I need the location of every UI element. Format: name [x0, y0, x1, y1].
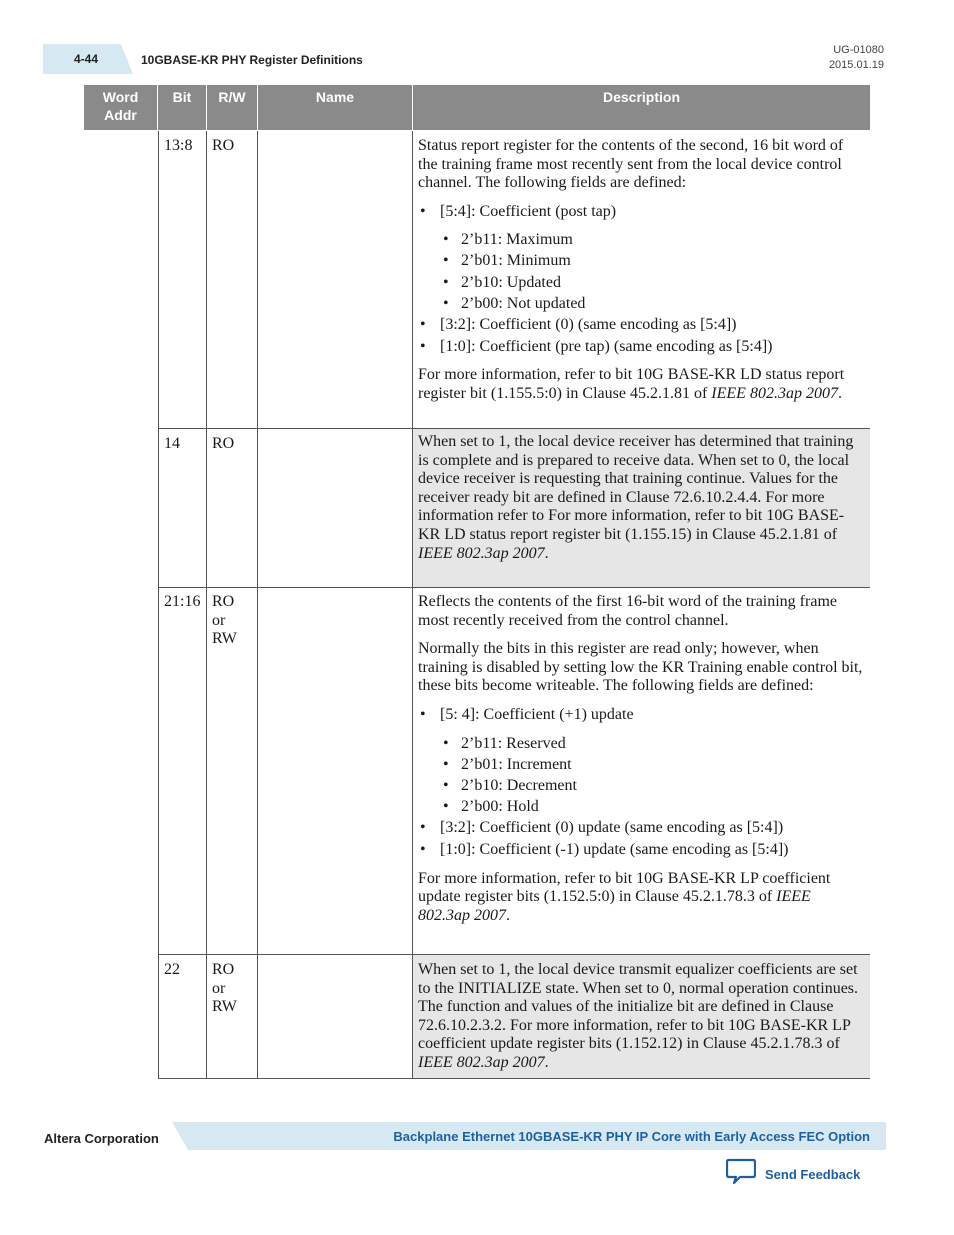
more-info-text: For more information, refer to bit 10G BASE-KR LP coefficient update register bits (1.152.5:0) in Clause 45.2.1.78.3 of [418, 869, 831, 906]
send-feedback-link[interactable] [726, 1158, 860, 1191]
rw-value: RO or RW [212, 593, 237, 648]
description-body: When set to 1, the local device transmit equalizer coefficients are set to the INITIALIZE state. When set to 0, normal operation continues. The function and values of the initialize bit are defined in Clause 72.6.10.2.3.2. For more information, refer to bit 10G BASE-KR LP coefficient update register bits (1.152.12) in Clause 45.2.1.78.3 of [418, 961, 859, 1053]
name-cell [257, 955, 413, 1078]
table-row [158, 588, 870, 954]
name-cell [257, 429, 413, 587]
standard-reference: IEEE 802.3ap 2007 [418, 1053, 545, 1071]
footer-doc-title[interactable]: Backplane Ethernet 10GBASE-KR PHY IP Core with Early Access FEC Option [393, 1129, 870, 1144]
field-item: • [3:2]: Coefficient (0) (same encoding as [5:4]) [418, 316, 865, 335]
bit-cell: 13:8 [158, 131, 207, 428]
rw-value: RO or RW [212, 961, 237, 1016]
field-list [418, 203, 865, 357]
field-item: • [1:0]: Coefficient (pre tap) (same encoding as [5:4]) [418, 338, 865, 357]
table-bottom-border [158, 1078, 870, 1079]
encoding-item: • 2’b01: Minimum [440, 252, 865, 271]
bit-cell: 14 [158, 429, 207, 587]
description-cell [412, 588, 870, 954]
description-cell [412, 429, 870, 587]
more-info [418, 870, 865, 926]
encoding-list [440, 231, 865, 313]
encoding-item: • 2’b10: Decrement [440, 777, 865, 796]
footer-company: Altera Corporation [44, 1131, 159, 1146]
section-title: 10GBASE-KR PHY Register Definitions [141, 53, 363, 67]
standard-reference: IEEE 802.3ap 2007 [711, 385, 838, 403]
description-intro: Reflects the contents of the first 16-bit word of the training frame most recently received from the control channel. [418, 593, 837, 629]
field-item: • [3:2]: Coefficient (0) update (same encoding as [5:4]) [418, 819, 865, 838]
field-item: • [1:0]: Coefficient (-1) update (same encoding as [5:4]) [418, 841, 865, 860]
more-info-end: . [837, 385, 842, 403]
description-cell [412, 131, 870, 428]
standard-reference: IEEE 802.3ap 2007 [418, 544, 545, 562]
field-text: [5: 4]: Coefficient (+1) update [440, 705, 634, 723]
col-bit: Bit [158, 85, 206, 130]
encoding-item: • 2’b10: Updated [440, 274, 865, 293]
encoding-item: • 2’b01: Increment [440, 756, 865, 775]
speech-bubble-icon [726, 1158, 756, 1191]
description-body: When set to 1, the local device receiver has determined that training is complete and is prepared to receive data. When set to 0, the local device receiver is requesting that training continue. Values for the receiver ready bit are defined in Clause 72.6.10.2.4.4. For more information refer to For more information, refer to bit 10G BASE-KR LD status report register bit (1.155.15) in Clause 45.2.1.81 of [418, 433, 854, 543]
rw-cell [206, 588, 258, 954]
doc-info [829, 43, 884, 73]
rw-cell [206, 955, 258, 1078]
table-row [158, 955, 870, 1078]
description-intro-2: Normally the bits in this register are read only; however, when training is disabled by setting low the KR Training enable control bit, these bits become writeable. The following fields are defined: [418, 640, 863, 695]
encoding-item: • 2’b11: Maximum [440, 231, 865, 250]
send-feedback-label[interactable]: Send Feedback [765, 1167, 861, 1182]
description-text [418, 961, 865, 1073]
doc-date: 2015.01.19 [828, 59, 884, 71]
encoding-item: • 2’b11: Reserved [440, 735, 865, 754]
more-info-end: . [506, 906, 510, 924]
more-info [418, 366, 865, 403]
rw-cell: RO [206, 429, 258, 587]
col-rw: R/W [207, 85, 257, 130]
standard-reference: IEEE 802.3ap 2007 [418, 888, 811, 924]
field-item [418, 203, 865, 313]
description-end: . [544, 544, 549, 562]
field-list [418, 706, 865, 860]
page-number: 4-44 [74, 52, 99, 66]
col-word-addr-label: Word Addr [102, 89, 139, 123]
description-end: . [544, 1053, 549, 1071]
bit-cell: 21:16 [158, 588, 207, 954]
doc-id: UG-01080 [833, 44, 884, 56]
bit-cell: 22 [158, 955, 207, 1078]
rw-cell: RO [206, 131, 258, 428]
name-cell [257, 131, 413, 428]
encoding-item: • 2’b00: Hold [440, 798, 865, 817]
col-word-addr [84, 85, 157, 130]
encoding-list [440, 735, 865, 817]
field-item [418, 706, 865, 816]
field-text: [5:4]: Coefficient (post tap) [440, 202, 617, 220]
name-cell [257, 588, 413, 954]
description-text [418, 433, 865, 563]
table-row [158, 429, 870, 587]
col-description: Description [413, 85, 870, 130]
more-info-text: For more information, refer to bit 10G BASE-KR LD status report register bit (1.155.5:0) in Clause 45.2.1.81 of [418, 366, 845, 403]
description-intro: Status report register for the contents of the second, 16 bit word of the training frame most recently sent from the local device control channel. The following fields are defined: [418, 137, 844, 192]
table-row [158, 131, 870, 428]
description-cell [412, 955, 870, 1078]
encoding-item: • 2’b00: Not updated [440, 295, 865, 314]
col-name: Name [258, 85, 412, 130]
